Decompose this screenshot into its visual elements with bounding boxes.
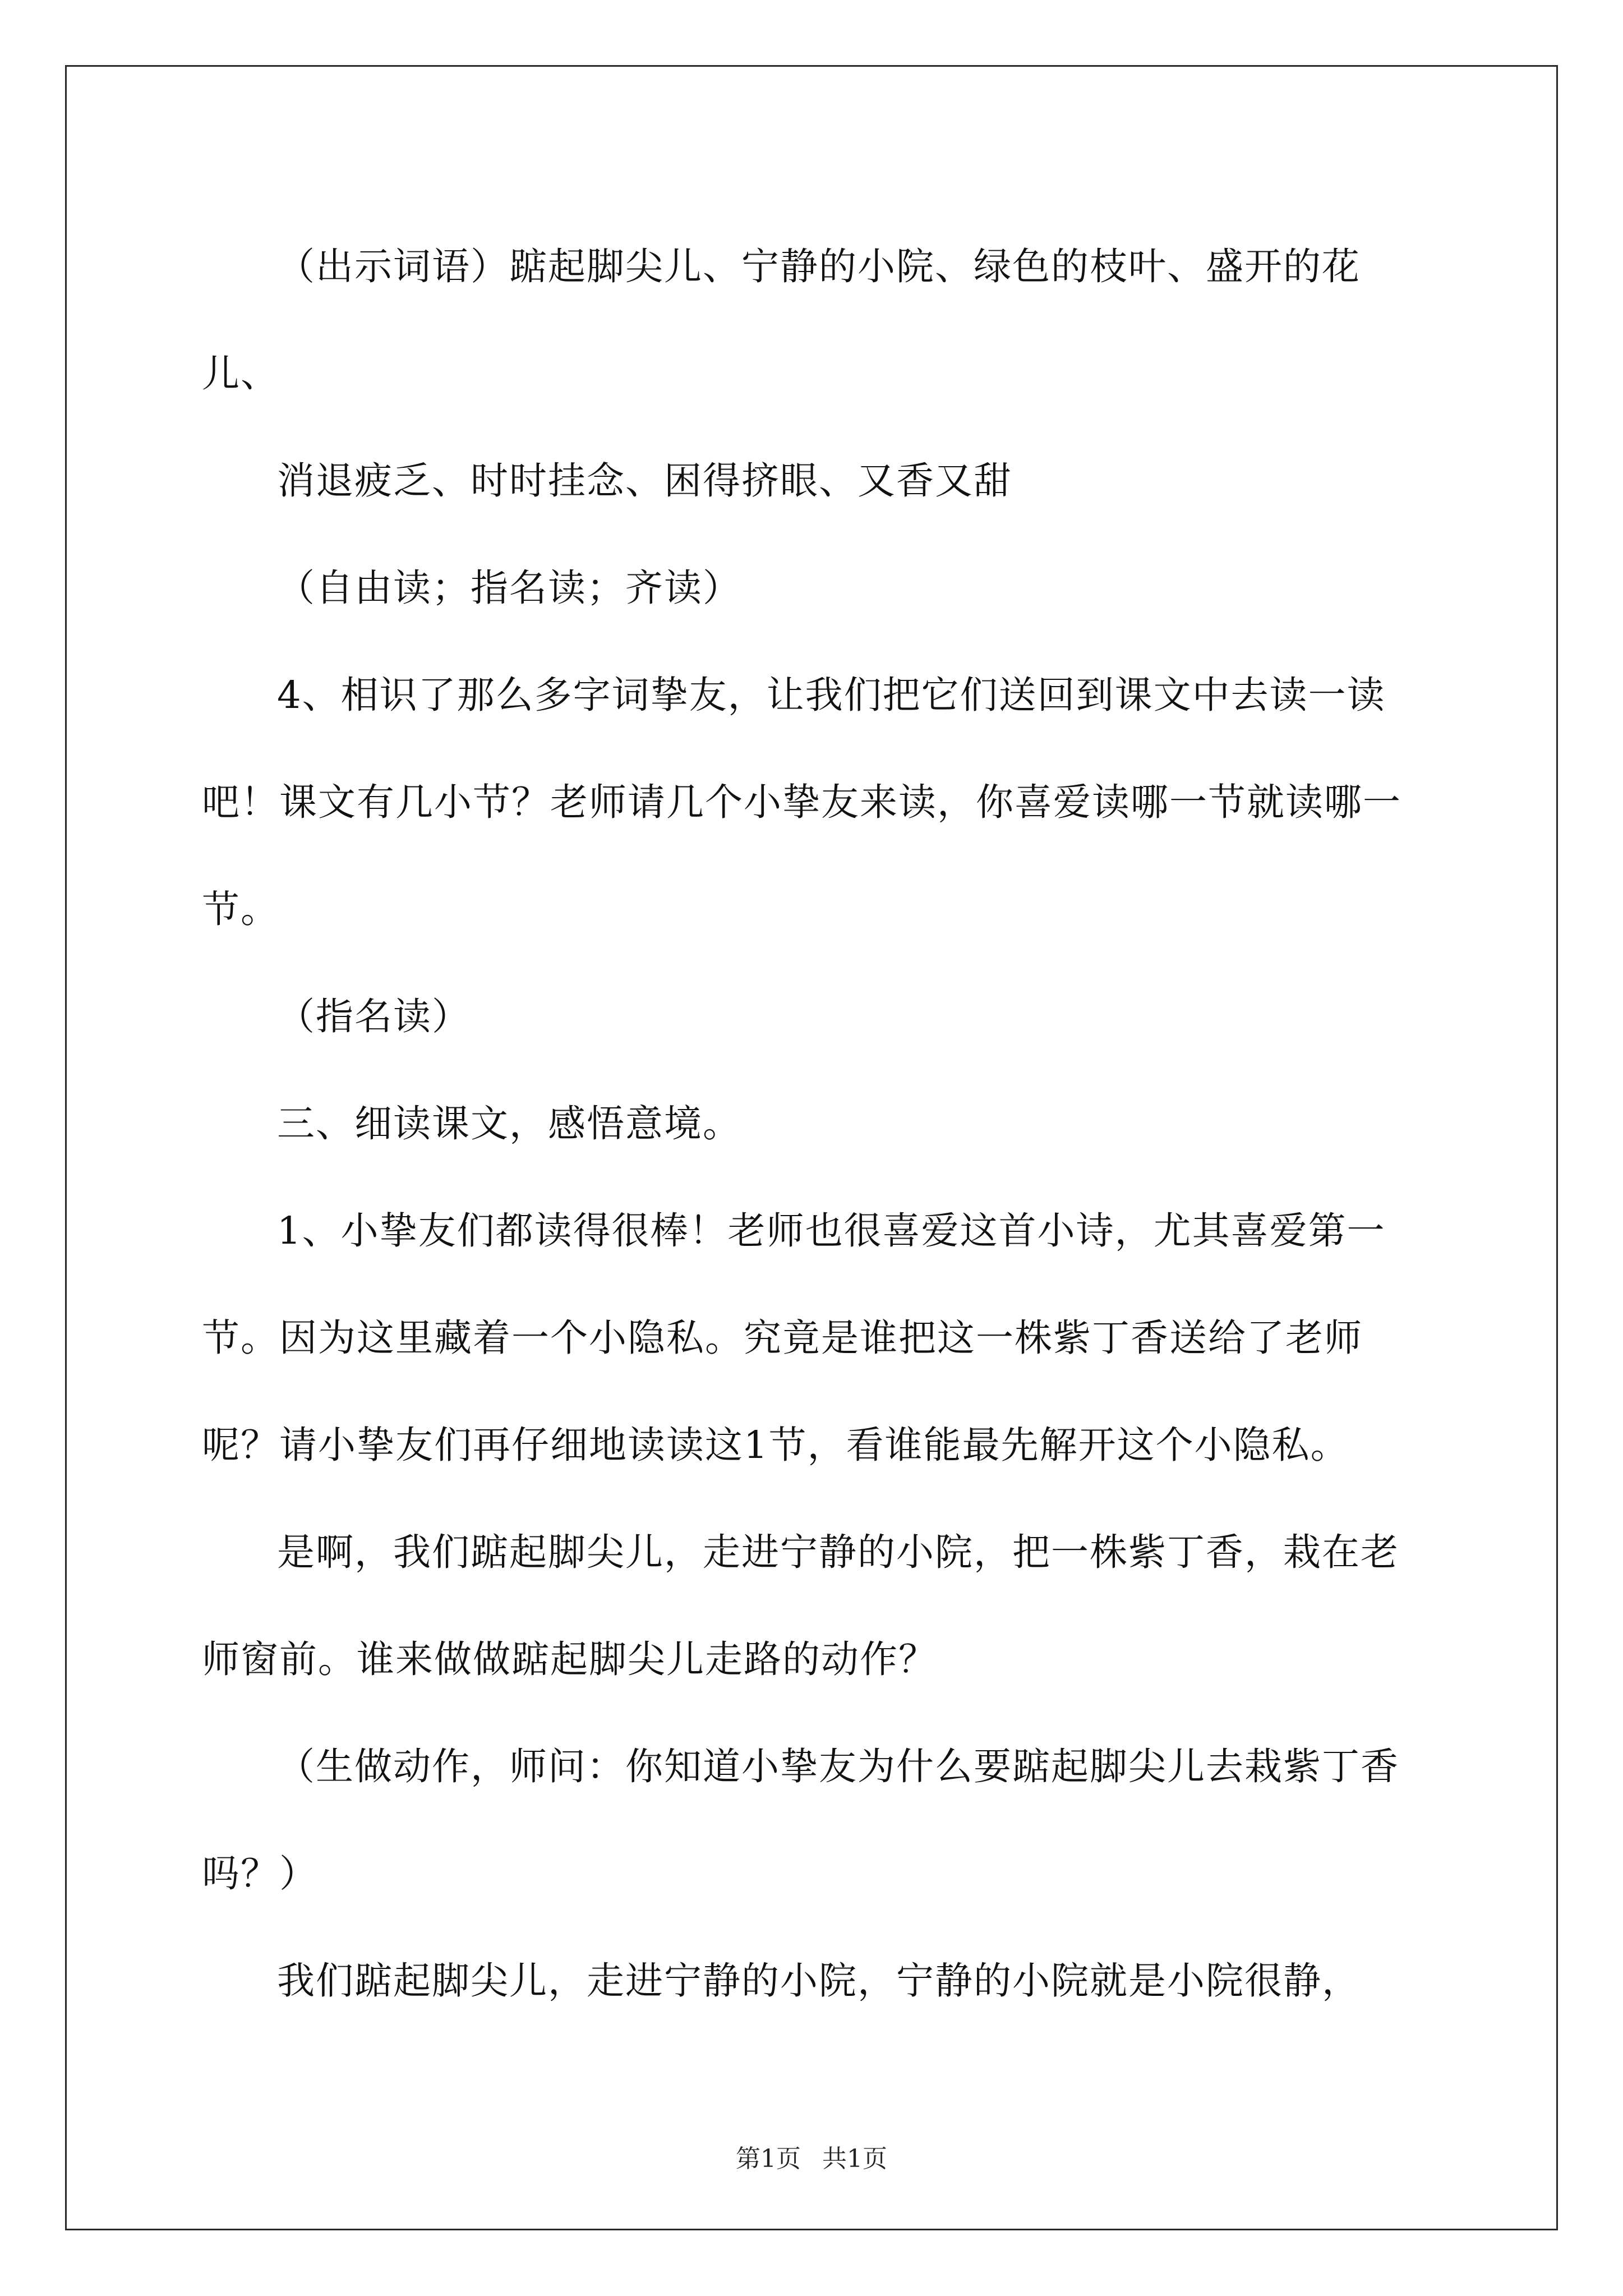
paragraph-4: 4、相识了那么多字词挚友，让我们把它们送回到课文中去读一读吧！课文有几小节？老师请几个小挚友来读，你喜爱读哪一节就读哪一节。 bbox=[202, 673, 1401, 931]
paragraph-6: 三、细读课文，感悟意境。 bbox=[277, 1102, 741, 1145]
paragraph-7: 1、小挚友们都读得很棒！老师也很喜爱这首小诗，尤其喜爱第一节。因为这里藏着一个小隐私。究竟是谁把这一株紫丁香送给了老师呢？请小挚友们再仔细地读读这1节，看谁能最先解开这个小隐私。 bbox=[202, 1209, 1386, 1467]
paragraph-2: 消退疲乏、时时挂念、困得挤眼、又香又甜 bbox=[277, 459, 1012, 503]
paragraph-3: （自由读；指名读；齐读） bbox=[277, 566, 741, 610]
paragraph-9: （生做动作，师问：你知道小挚友为什么要踮起脚尖儿去栽紫丁香吗？） bbox=[202, 1745, 1399, 1895]
page-number-current: 第1页 bbox=[736, 2145, 801, 2173]
paragraph-1: （出示词语）踮起脚尖儿、宁静的小院、绿色的枝叶、盛开的花儿、 bbox=[202, 245, 1361, 395]
paragraph-10: 我们踮起脚尖儿，走进宁静的小院，宁静的小院就是小院很静， bbox=[277, 1959, 1361, 2003]
page-footer bbox=[0, 2138, 1623, 2174]
paragraph-5: （指名读） bbox=[277, 995, 471, 1038]
page-number-total: 共1页 bbox=[822, 2145, 887, 2173]
document-body bbox=[202, 213, 1424, 2035]
paragraph-8: 是啊，我们踮起脚尖儿，走进宁静的小院，把一株紫丁香，栽在老师窗前。谁来做做踮起脚尖儿走路的动作？ bbox=[202, 1530, 1399, 1681]
